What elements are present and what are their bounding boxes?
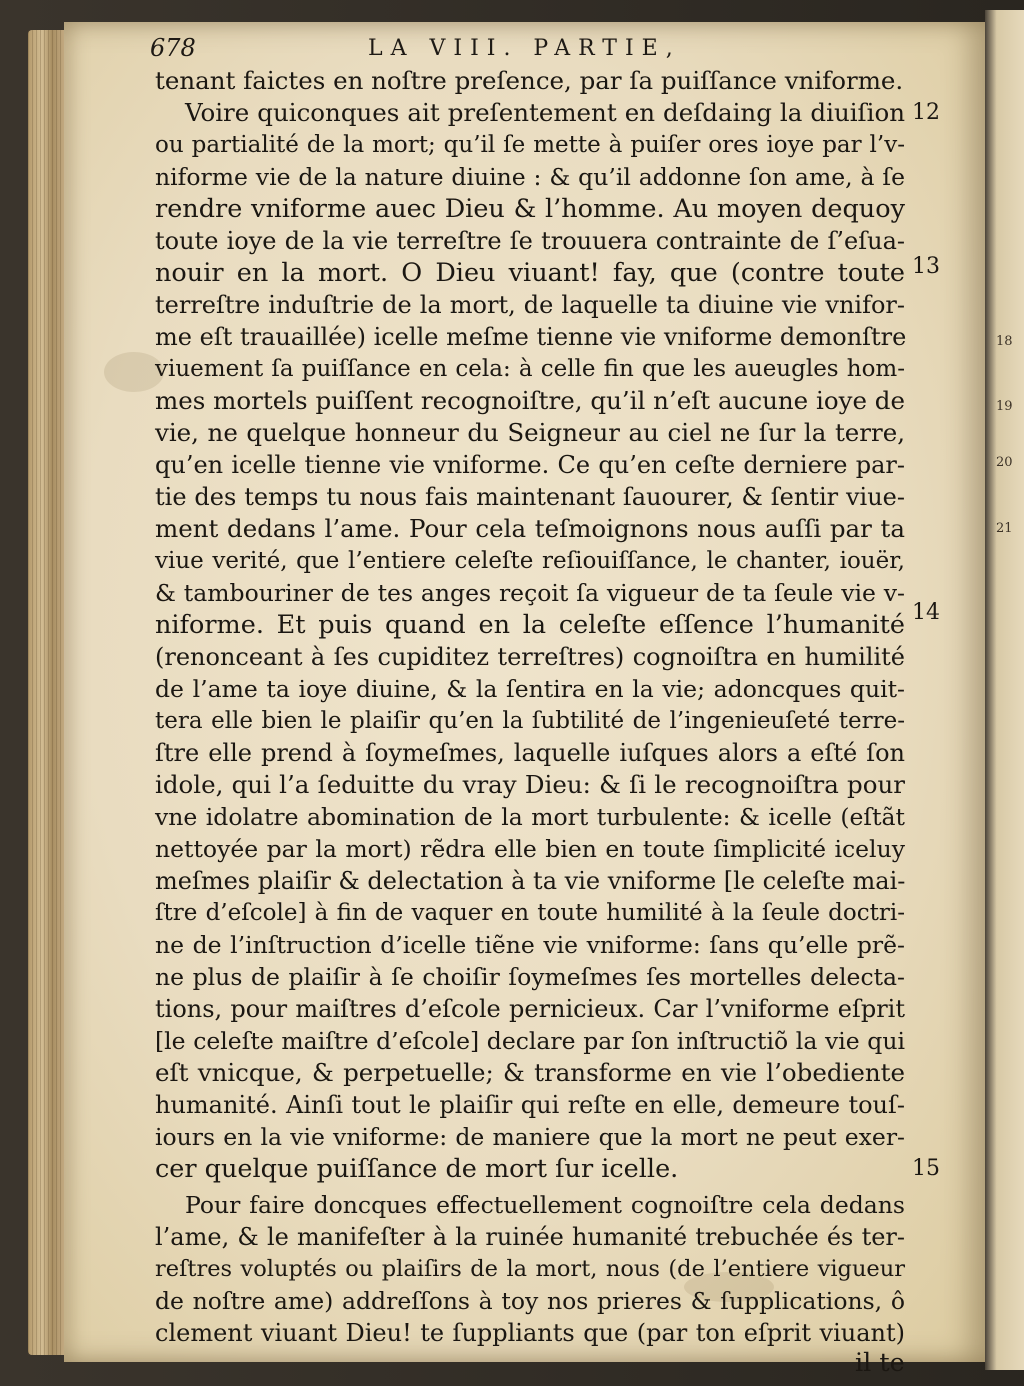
text-line: eſt vnicque, & perpetuelle; & transforme en vie l’obediente [155, 1058, 905, 1087]
page-stack-edge [28, 30, 68, 1355]
page-number: 678 [150, 34, 196, 62]
text-line: ou partialité de la mort; qu’il ſe mette à puiſer ores ioye par l’v- [155, 132, 905, 158]
text-line: ſtre d’eſcole] à fin de vaquer en toute humilité à la ſeule doctri- [155, 900, 905, 926]
text-line: viue verité, que l’entiere celeſte reſiouiſſance, le chanter, iouër, [155, 548, 905, 574]
facing-page-gutter [985, 10, 1024, 1370]
text-line: cer quelque puiſſance de mort ſur icelle. [155, 1154, 679, 1184]
text-line: [le celeſte maiſtre d’eſcole] declare par ſon inſtructiõ la vie qui [155, 1027, 905, 1055]
running-title: LA VIII. PARTIE, [368, 36, 681, 61]
text-line: rendre vniforme auec Dieu & l’homme. Au moyen dequoy [155, 194, 905, 224]
text-line: humanité. Ainſi tout le plaiſir qui reſte en elle, demeure touſ- [155, 1091, 905, 1119]
text-line: l’ame, & le manifeſter à la ruinée humanité trebuchée és ter- [155, 1223, 905, 1251]
page-header [150, 34, 910, 64]
text-line: ne plus de plaiſir à ſe choiſir ſoymeſmes ſes mortelles delecta- [155, 963, 905, 991]
text-line: terreſtre induſtrie de la mort, de laquelle ta diuine vie vnifor- [155, 291, 905, 319]
text-line: niforme. Et puis quand en la celeſte eſſence l’humanité [155, 610, 905, 640]
text-line: mes mortels puiſſent recognoiſtre, qu’il n’eſt aucune ioye de [155, 386, 905, 415]
text-line: niforme vie de la nature diuine : & qu’il addonne ſon ame, à ſe [155, 163, 905, 191]
text-line: Voire quiconques ait preſentement en deſdaing la diuiſion [185, 98, 905, 127]
text-line: iours en la vie vniforme: de maniere que la mort ne peut exer- [155, 1123, 905, 1151]
verse-number: 13 [912, 254, 940, 279]
text-line: ſtre elle prend à ſoymeſmes, laquelle iuſques alors a eſté ſon [155, 739, 905, 767]
facing-page-fragment: 19 [996, 399, 1013, 414]
text-line: de noſtre ame) addreſſons à toy nos prieres & ſupplications, ô [155, 1287, 905, 1315]
text-line: qu’en icelle tienne vie vniforme. Ce qu’en ceſte derniere par- [155, 451, 905, 479]
catchword: il te [855, 1348, 905, 1378]
text-line: Pour faire doncques effectuellement cognoiſtre cela dedans [185, 1191, 905, 1219]
text-line: tenant faictes en noſtre preſence, par ſa puiſſance vniforme. [155, 66, 904, 95]
text-line: reſtres voluptés ou plaiſirs de la mort, nous (de l’entiere vigueur [155, 1256, 905, 1282]
facing-page-fragment: 18 [996, 334, 1013, 349]
text-line: meſmes plaiſir & delectation à ta vie vniforme [le celeſte mai- [155, 867, 906, 895]
text-line: nouir en la mort. O Dieu viuant! fay, que (contre toute [155, 258, 905, 288]
text-line: & tambouriner de tes anges reçoit ſa vigueur de ta ſeule vie v- [155, 579, 905, 607]
text-line: toute ioye de la vie terreſtre ſe trouuera contrainte de ſ’eſua- [155, 227, 905, 255]
text-line: viuement ſa puiſſance en cela: à celle fin que les aueugles hom- [155, 356, 905, 382]
text-line: clement viuant Dieu! te ſuppliants que (par ton eſprit viuant) [155, 1319, 905, 1347]
verse-number: 15 [912, 1156, 940, 1181]
text-line: tera elle bien le plaiſir qu’en la ſubtilité de l’ingenieuſeté terre- [155, 708, 905, 734]
verse-number: 12 [912, 100, 940, 125]
text-line: nettoyée par la mort) rẽdra elle bien en toute ſimplicité iceluy [155, 835, 905, 863]
text-line: tions, pour maiſtres d’eſcole pernicieux. Car l’vniforme eſprit [155, 995, 905, 1023]
text-line: de l’ame ta ioye diuine, & la ſentira en la vie; adoncques quit- [155, 675, 905, 703]
text-line: ment dedans l’ame. Pour cela teſmoignons nous auſſi par ta [155, 514, 905, 543]
facing-page-fragment: 21 [996, 521, 1013, 536]
text-line: idole, qui l’a ſeduitte du vray Dieu: & ſi le recognoiſtra pour [155, 770, 905, 799]
text-line: tie des temps tu nous fais maintenant ſauourer, & ſentir viue- [155, 483, 905, 511]
text-line: vie, ne quelque honneur du Seigneur au ciel ne ſur la terre, [155, 418, 905, 447]
facing-page-fragment: 20 [996, 455, 1013, 470]
verse-number: 14 [912, 600, 940, 625]
text-line: vne idolatre abomination de la mort turbulente: & icelle (eſtãt [155, 803, 905, 831]
text-line: me eſt trauaillée) icelle meſme tienne vie vniforme demonſtre [155, 323, 907, 351]
text-line: ne de l’inſtruction d’icelle tiẽne vie vniforme: ſans qu’elle prẽ- [155, 931, 905, 959]
text-line: (renonceant à ſes cupiditez terreſtres) cognoiſtra en humilité [155, 643, 905, 671]
